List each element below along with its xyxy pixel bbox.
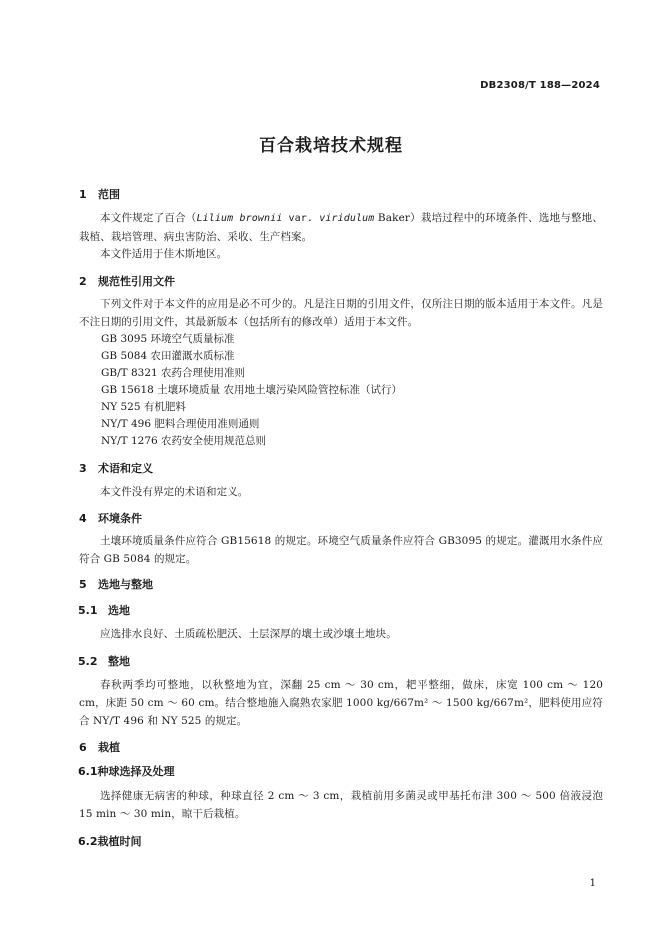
section-heading-3: 3 术语和定义 [79,462,153,475]
document-title: 百合栽培技术规程 [259,136,403,156]
section-2-paragraph-1: 下列文件对于本文件的应用是必不可少的。凡是注日期的引用文件，仅所注日期的版本适用于本文件。凡是不注日期的引用文件，其最新版本（包括所有的修改单）适用于本文件。 [79,298,603,328]
normative-reference: GB 15618 土壤环境质量 农用地土壤污染风险管控标准（试行） [101,384,403,396]
section-5-2-paragraph-1: 春秋两季均可整地，以秋整地为宜，深翻 25 cm ～ 30 cm，耙平整细，做床，床宽 100 cm ～ 120 cm，床距 50 cm ～ 60 cm。结合整地施入腐熟农家肥 1000 kg/667m² ～ 1500 kg/667m²，肥料使用应符合 NY/T 496 和 NY 525 的规定。 [79,679,603,727]
section-heading-5-2: 5.2 整地 [78,655,130,668]
section-1-paragraph-2: 本文件适用于佳木斯地区。 [100,248,228,260]
normative-reference: NY/T 496 肥料合理使用准则通则 [101,418,260,430]
section-heading-6-2: 6.2栽植时间 [78,835,142,848]
section-heading-2: 2 规范性引用文件 [79,275,175,288]
normative-reference: GB 5084 农田灌溉水质标准 [101,350,235,362]
section-heading-4: 4 环境条件 [79,512,142,525]
page-number: 1 [589,878,596,889]
section-heading-6-1: 6.1种球选择及处理 [78,765,175,778]
section-6-1-paragraph-1: 选择健康无病害的种球，种球直径 2 cm ～ 3 cm，栽植前用多菌灵或甲基托布津 300 ～ 500 倍液浸泡 15 min ～ 30 min，晾干后栽植。 [79,790,603,820]
section-heading-1: 1 范围 [79,188,120,201]
normative-reference: NY/T 1276 农药安全使用规范总则 [101,435,267,447]
section-5-1-paragraph-1: 应选排水良好、土质疏松肥沃、土层深厚的壤土或沙壤土地块。 [100,628,397,640]
normative-reference: GB/T 8321 农药合理使用准则 [101,367,246,379]
section-heading-6: 6 栽植 [79,741,120,754]
normative-reference: GB 3095 环境空气质量标准 [101,333,235,345]
normative-reference: NY 525 有机肥料 [101,401,186,413]
section-3-paragraph-1: 本文件没有界定的术语和定义。 [100,486,249,498]
section-heading-5: 5 选地与整地 [79,578,153,591]
section-1-paragraph-1: 本文件规定了百合（Lilium brownii var. viridulum Baker）栽培过程中的环境条件、选地与整地、栽植、栽培管理、病虫害防治、采收、生产档案。 [79,212,603,243]
section-4-paragraph-1: 土壤环境质量条件应符合 GB15618 的规定。环境空气质量条件应符合 GB3095 的规定。灌溉用水条件应符合 GB 5084 的规定。 [79,535,603,565]
document-id: DB2308/T 188—2024 [480,80,600,91]
section-heading-5-1: 5.1 选地 [78,604,130,617]
